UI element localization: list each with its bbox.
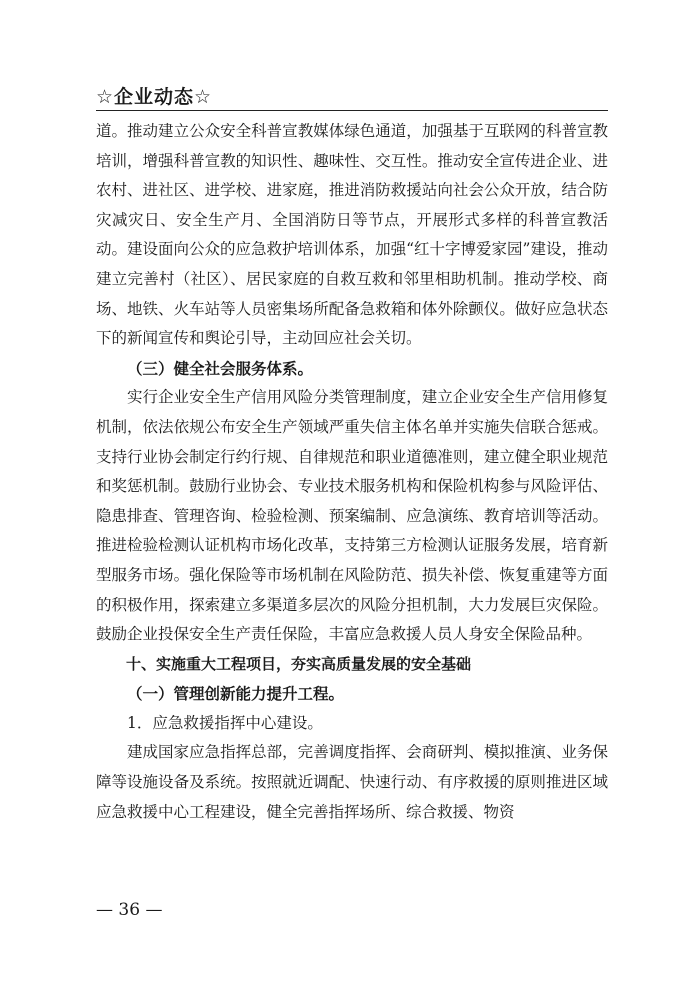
subsection-heading: （一）管理创新能力提升工程。	[127, 684, 345, 704]
list-item: 1．应急救援指挥中心建设。	[127, 713, 323, 732]
document-body	[96, 117, 608, 827]
header-divider	[96, 110, 608, 111]
paragraph: 实行企业安全生产信用风险分类管理制度，建立企业安全生产信用修复机制，依法依规公布安全生产领域严重失信主体名单并实施失信联合惩戒。支持行业协会制定行约行规、自律规范和职业道德准则，建立健全职业规范和奖惩机制。鼓励行业协会、专业技术服务机构和保险机构参与风险评估、隐患排查、管理咨询、检验检测、预案编制、应急演练、教育培训等活动。推进检验检测认证机构市场化改革，支持第三方检测认证服务发展，培育新型服务市场。强化保险等市场机制在风险防范、损失补偿、恢复重建等方面的积极作用，探索建立多渠道多层次的风险分担机制，大力发展巨灾保险。鼓励企业投保安全生产责任保险，丰富应急救援人员人身安全保险品种。	[96, 388, 608, 644]
section-header: ☆企业动态☆	[96, 86, 213, 108]
paragraph: 道。推动建立公众安全科普宣教媒体绿色通道，加强基于互联网的科普宣教培训，增强科普宣教的知识性、趣味性、交互性。推动安全宣传进企业、进农村、进社区、进学校、进家庭，推进消防救援站向社会公众开放，结合防灾减灾日、安全生产月、全国消防日等节点，开展形式多样的科普宣教活动。建设面向公众的应急救护培训体系，加强“红十字博爱家园”建设，推动建立完善村（社区）、居民家庭的自救互救和邻里相助机制。推动学校、商场、地铁、火车站等人员密集场所配备急救箱和体外除颤仪。做好应急状态下的新闻宣传和舆论引导，主动回应社会关切。	[96, 122, 608, 348]
paragraph: 建成国家应急指挥总部，完善调度指挥、会商研判、模拟推演、业务保障等设施设备及系统。按照就近调配、快速行动、有序救援的原则推进区域应急救援中心工程建设，健全完善指挥场所、综合救援、物资	[96, 743, 608, 821]
page-number: — 36 —	[96, 900, 163, 920]
subsection-heading: （三）健全社会服务体系。	[127, 358, 314, 378]
chapter-heading: 十、实施重大工程项目，夯实高质量发展的安全基础	[126, 654, 472, 673]
